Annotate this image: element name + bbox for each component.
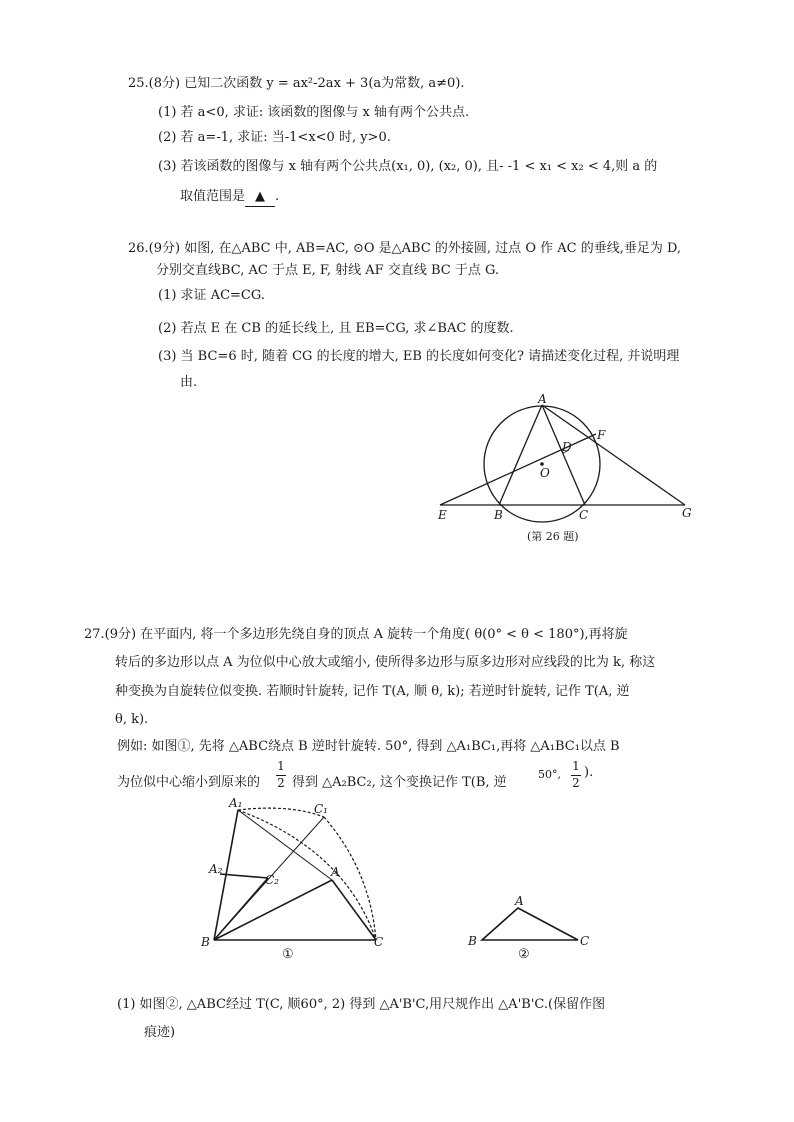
fig1-label-c2: C₂	[265, 873, 279, 887]
fig26-label-g: G	[682, 506, 692, 520]
q27-example-end: ).	[584, 765, 594, 780]
q27-example-angle: 50°,	[538, 768, 561, 781]
fig1-label-c1: C₁	[314, 802, 328, 816]
fig1-label-a1: A₁	[229, 796, 243, 810]
q26-part3-cont: 由.	[180, 375, 198, 390]
q27-line3: 种变换为自旋转位似变换. 若顺时针旋转, 记作 T(A, 顺 θ, k); 若逆时针旋转, 记作 T(A, 逆	[115, 684, 630, 699]
q25-part1: (1) 若 a<0, 求证: 该函数的图像与 x 轴有两个公共点.	[158, 105, 470, 120]
fraction2-numerator: 1	[572, 759, 580, 773]
fraction2-denominator: 2	[572, 776, 580, 790]
fig1-label-b: B	[201, 935, 210, 949]
q26-part3: (3) 当 BC=6 时, 随着 CG 的长度的增大, EB 的长度如何变化? 请描述变化过程, 并说明理	[158, 349, 680, 364]
fig1-label-c: C	[374, 935, 384, 949]
fig26-label-d: D	[562, 440, 572, 454]
q27-example-line: 例如: 如图①, 先将 △ABC绕点 B 逆时针旋转. 50°, 得到 △A₁BC₁,再将 △A₁BC₁以点 B	[117, 739, 620, 754]
fig1-label-a2: A₂	[209, 862, 223, 876]
q27-line2: 转后的多边形以点 A 为位似中心放大或缩小, 使所得多边形与原多边形对应线段的比为 k, 称这	[115, 655, 656, 670]
q26-part1: (1) 求证 AC=CG.	[158, 288, 265, 303]
fig2-label-c: C	[580, 934, 590, 948]
fig1-caption: ①	[282, 947, 294, 962]
q25-range-label: 取值范围是	[180, 189, 246, 204]
q26-part2: (2) 若点 E 在 CB 的延长线上, 且 EB=CG, 求∠BAC 的度数.	[158, 321, 514, 336]
fig26-label-f: F	[597, 428, 606, 442]
q27-line4: θ, k).	[115, 712, 149, 727]
q25-part3: (3) 若该函数的图像与 x 轴有两个公共点(x₁, 0), (x₂, 0), 且- -1 < x₁ < x₂ < 4,则 a 的	[158, 159, 658, 174]
q26-head-cont: 分别交直线BC, AC 于点 E, F, 射线 AF 交直线 BC 于点 G.	[156, 263, 500, 278]
q26-head: 26.(9分) 如图, 在△ABC 中, AB=AC, ⊙O 是△ABC 的外接圆, 过点 O 作 AC 的垂线,垂足为 D,	[128, 241, 682, 256]
fig1-label-a: A	[331, 865, 340, 879]
fig26-label-b: B	[494, 508, 503, 522]
answer-blank: ▲	[245, 188, 275, 207]
fig26-label-o: O	[540, 466, 550, 480]
fig26-label-a: A	[538, 392, 547, 406]
fig26-caption: (第 26 题)	[527, 530, 579, 543]
q25-part2: (2) 若 a=-1, 求证: 当-1<x<0 时, y>0.	[158, 130, 391, 145]
q27-line1: 27.(9分) 在平面内, 将一个多边形先绕自身的顶点 A 旋转一个角度( θ(0° < θ < 180°),再将旋	[84, 627, 628, 642]
fig26-label-e: E	[438, 508, 447, 522]
fig2-label-a: A	[515, 894, 524, 908]
fraction-numerator: 1	[277, 759, 285, 773]
fig2-caption: ②	[518, 947, 530, 962]
q25-period: .	[275, 189, 280, 204]
fig26-label-c: C	[579, 508, 589, 522]
q27-example-transform: 得到 △A₂BC₂, 这个变换记作 T(B, 逆	[292, 775, 507, 790]
q25-head: 25.(8分) 已知二次函数 y = ax²-2ax + 3(a为常数, a≠0).	[128, 76, 465, 91]
q27-part1-cont: 痕迹)	[144, 1025, 176, 1040]
q27-part1: (1) 如图②, △ABC经过 T(C, 顺60°, 2) 得到 △A'B'C,用尺规作出 △A'B'C.(保留作图	[117, 997, 606, 1012]
fraction-denominator: 2	[277, 776, 285, 790]
q27-example-cont: 为位似中心缩小到原来的	[117, 775, 261, 790]
fig2-label-b: B	[468, 934, 477, 948]
